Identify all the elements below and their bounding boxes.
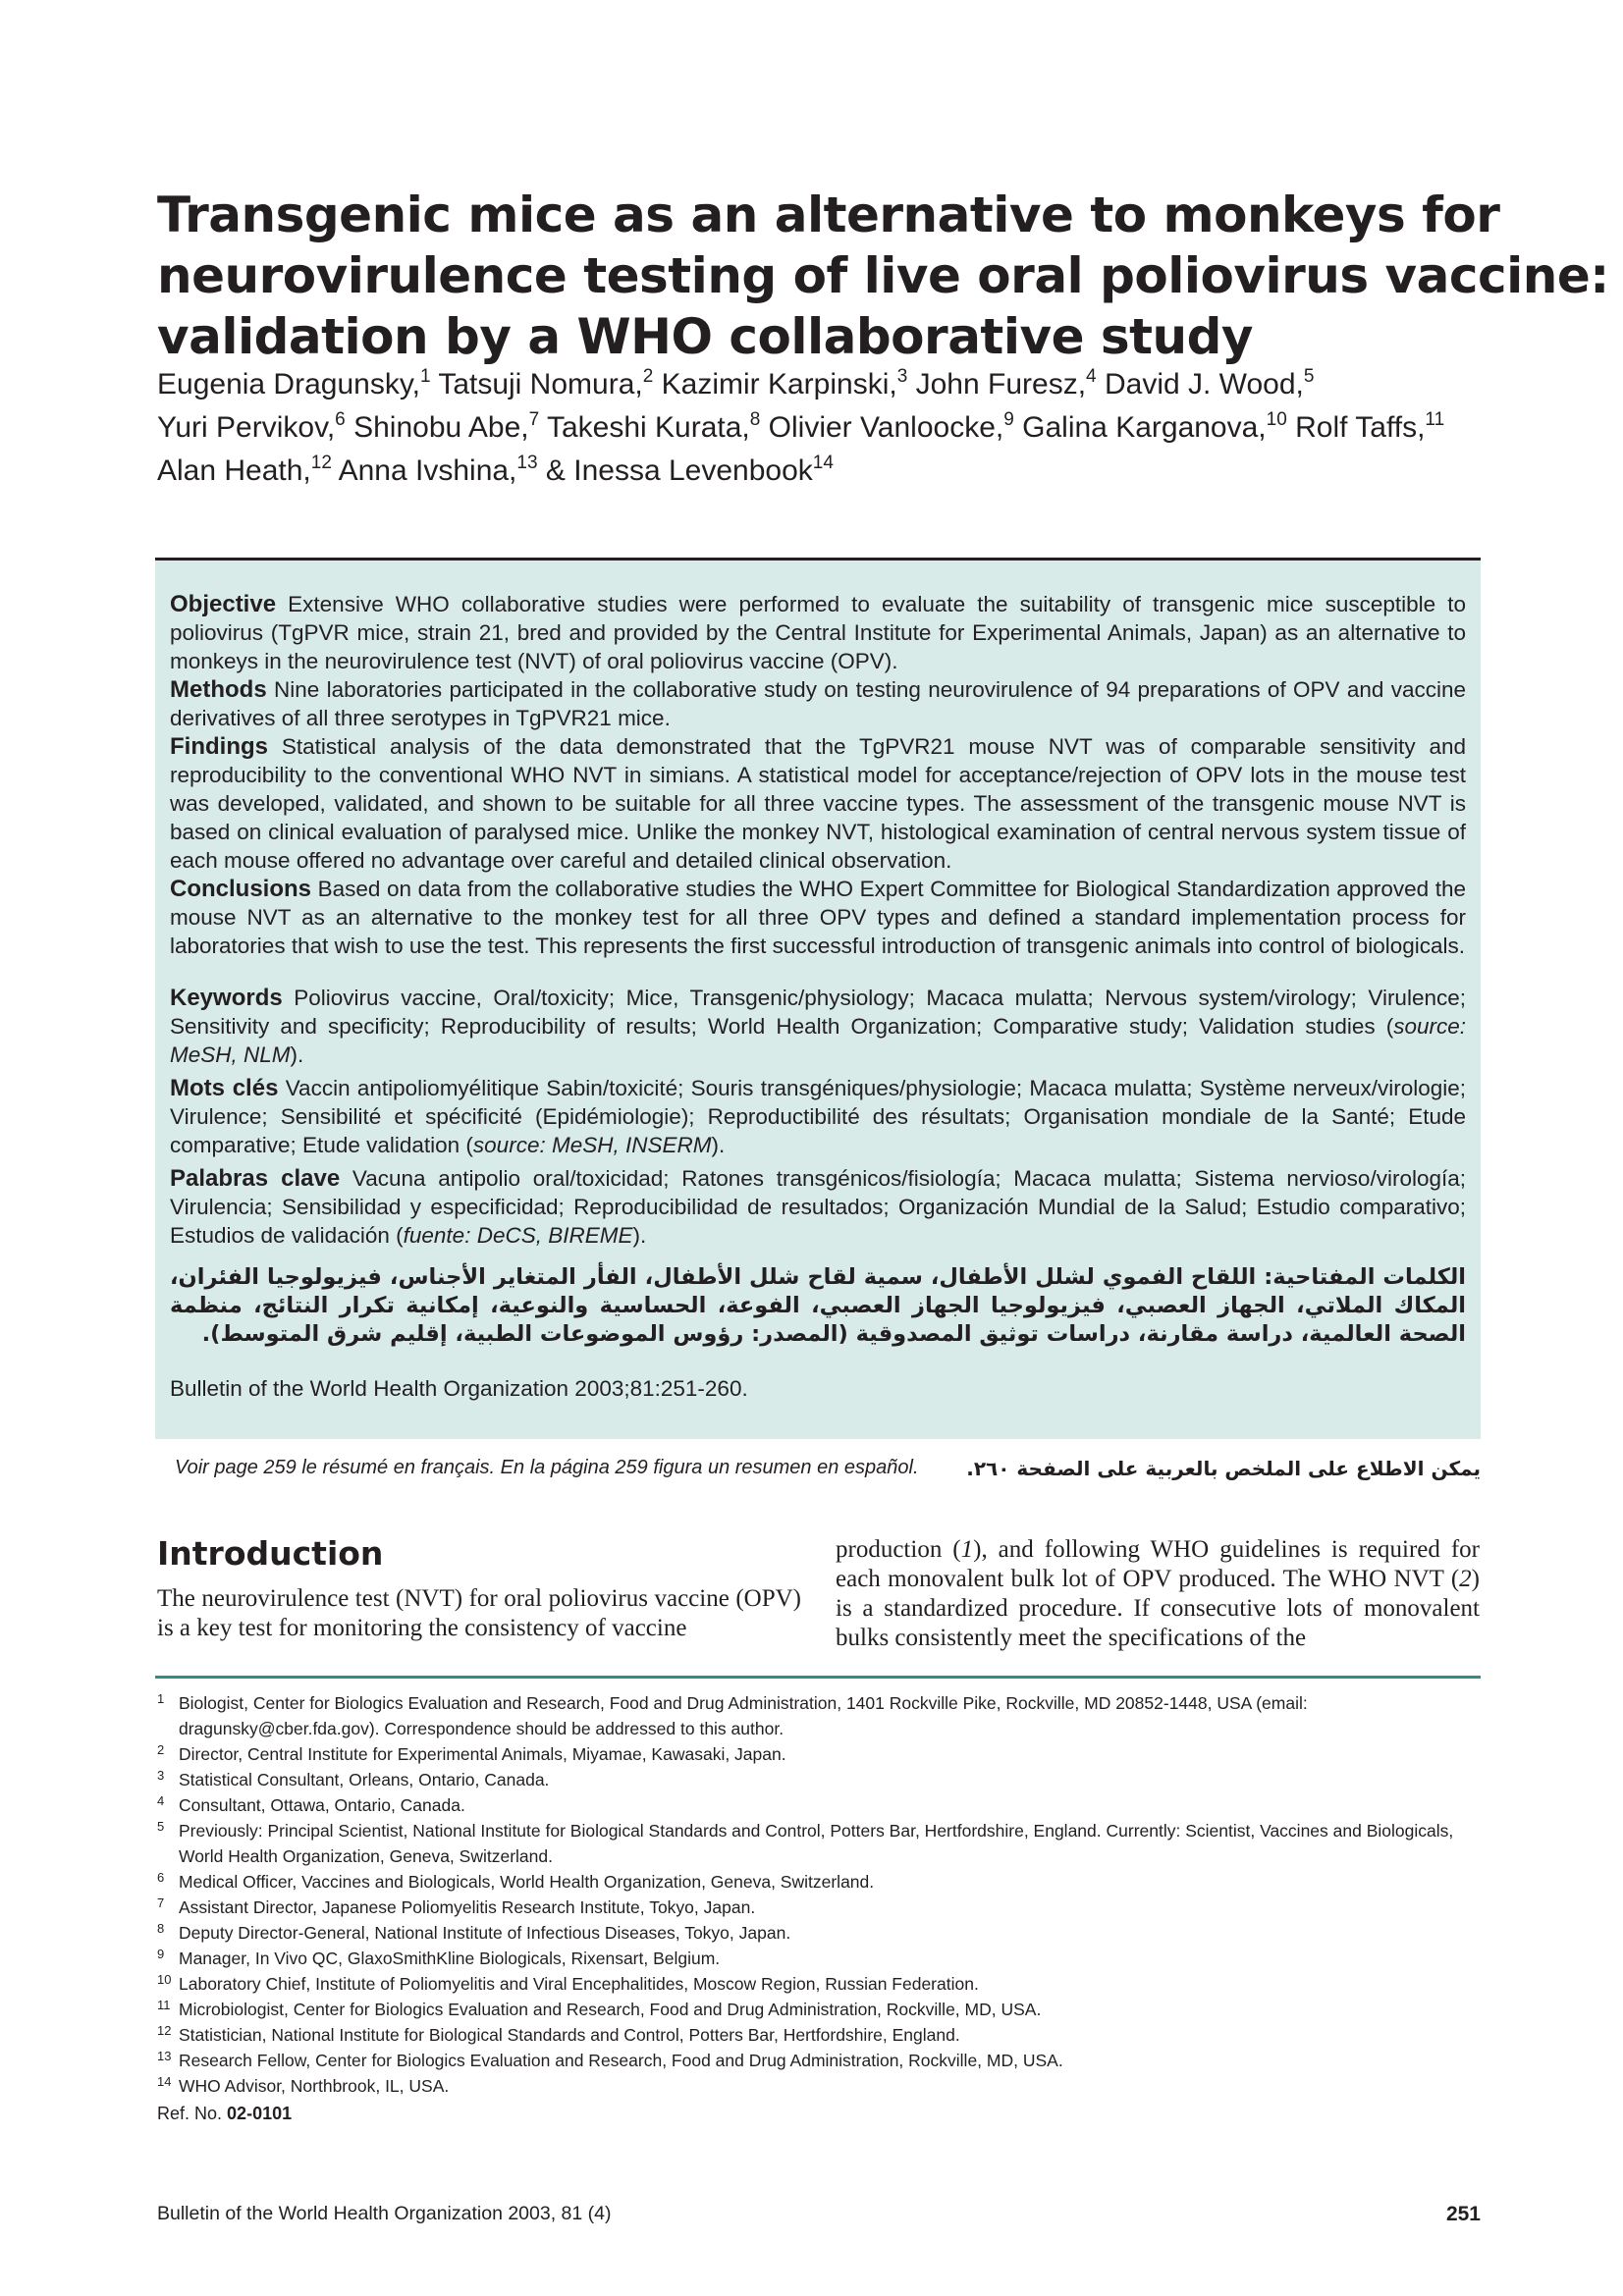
footnote-text: Medical Officer, Vaccines and Biologicals, World Health Organization, Geneva, Switzerland.: [179, 1872, 875, 1892]
footnote-text: WHO Advisor, Northbrook, IL, USA.: [179, 2076, 450, 2096]
mots-label: Mots clés: [170, 1075, 279, 1101]
keywords-source: source: MeSH, NLM: [170, 1014, 1466, 1067]
author-name: David J. Wood,: [1104, 368, 1304, 400]
footnote-number: 4: [157, 1793, 165, 1808]
footnote: [157, 1920, 1483, 1946]
mots-source: source: MeSH, INSERM: [472, 1133, 712, 1157]
abstract-findings: [170, 732, 1466, 875]
footnote-number: 12: [157, 2023, 172, 2038]
keywords-arabic: [170, 1263, 1466, 1349]
footnote-text: Previously: Principal Scientist, National Institute for Biological Standards and Control, Potters Bar, Hertfordshire, England. Currently: Scientist, Vaccines and Biologicals, World Health Organization, Geneva, Switzerland.: [179, 1821, 1454, 1866]
footnote-number: 6: [157, 1870, 165, 1885]
footnote-number: 10: [157, 1972, 172, 1987]
palabras-end: ).: [632, 1223, 647, 1248]
footnote: [157, 1971, 1483, 1997]
palabras-text: Vacuna antipolio oral/toxicidad; Ratones transgénicos/fisiología; Macaca mulatta; Sistema nervioso/virología; Virulencia; Sensibilidad y especificidad; Reproducibilidad de resultados; Organización Mundial de la Salud; Estudio comparativo; Estudios de validación (: [170, 1166, 1466, 1248]
footnote: [157, 1997, 1483, 2022]
article-title: [157, 185, 1609, 367]
translation-note-ar: يمكن الاطلاع على الملخص بالعربية على الصفحة ٢٦٠.: [966, 1457, 1481, 1480]
footnote: [157, 2022, 1483, 2048]
footnote-number: 3: [157, 1768, 165, 1783]
methods-label: Methods: [170, 676, 267, 703]
author-affiliation: 5: [1303, 366, 1315, 387]
author-affiliation: 8: [749, 409, 761, 430]
author-name: Alan Heath,: [157, 454, 311, 487]
author-name: Tatsuji Nomura,: [438, 368, 643, 400]
methods-text: Nine laboratories participated in the collaborative study on testing neurovirulence of 94 preparations of OPV and vaccine derivatives of all three serotypes in TgPVR21 mice.: [170, 677, 1466, 730]
author-affiliation: 10: [1266, 409, 1287, 430]
footer-journal: Bulletin of the World Health Organization 2003, 81 (4): [157, 2203, 612, 2224]
author-affiliation: 1: [419, 366, 431, 387]
footnote-number: 1: [157, 1691, 165, 1706]
author-affiliation: 2: [642, 366, 654, 387]
author-line-3: [157, 450, 1463, 493]
footnote: [157, 1741, 1483, 1767]
journal-citation: Bulletin of the World Health Organization 2003;81:251-260.: [170, 1376, 748, 1401]
footnote: [157, 1946, 1483, 1971]
arabic-text: اللقاح الفموي لشلل الأطفال، سمية لقاح شلل الأطفال، الفأر المتغاير الأجناس، فيزيولوجيا الفئران، المكاك الملاتي، الجهاز العصبي، فيزيولوجيا الجهاز العصبي، الفوعة، الحساسية والنوعية، إمكانية تكرار النتائج، منظمة الصحة العالمية، دراسة مقارنة، دراسات توثيق المصدوقية (المصدر: رؤوس الموضوعات الطبية، إقليم شرق المتوسط).: [170, 1264, 1466, 1347]
footnote-text: Microbiologist, Center for Biologics Evaluation and Research, Food and Drug Administration, Rockville, MD, USA.: [179, 2000, 1042, 2019]
conclusions-text: Based on data from the collaborative studies the WHO Expert Committee for Biological Standardization approved the mouse NVT as an alternative to the monkey test for all three OPV types and defined a standard implementation process for laboratories that wish to use the test. This represents the first successful introduction of transgenic animals into control of biologicals.: [170, 877, 1466, 958]
footnote-text: Statistician, National Institute for Biological Standards and Control, Potters Bar, Hertfordshire, England.: [179, 2025, 960, 2045]
abstract-objective: [170, 590, 1466, 675]
footnote: [157, 1818, 1483, 1869]
introduction-left-column: [157, 1584, 801, 1643]
author-name: Kazimir Karpinski,: [661, 368, 897, 400]
keywords-end: ).: [290, 1042, 304, 1067]
author-line-1: [157, 363, 1463, 406]
footnote-number: 7: [157, 1896, 165, 1910]
palabras-label: Palabras clave: [170, 1165, 341, 1192]
footnotes: [157, 1690, 1483, 2126]
keywords-spanish: [170, 1164, 1466, 1250]
author-line-2: [157, 406, 1463, 450]
keywords-french: [170, 1074, 1466, 1159]
author-name: Takeshi Kurata,: [546, 411, 750, 444]
title-line-3: validation by a WHO collaborative study: [157, 308, 1254, 365]
citation-ref-2[interactable]: 2: [1459, 1566, 1472, 1592]
author-affiliation: 13: [516, 453, 538, 473]
footnote: [157, 1767, 1483, 1792]
abstract-box: [155, 558, 1481, 1439]
footnote: [157, 1690, 1483, 1741]
author-affiliation: 4: [1086, 366, 1097, 387]
footnote-text: Deputy Director-General, National Institute of Infectious Diseases, Tokyo, Japan.: [179, 1923, 791, 1943]
objective-text: Extensive WHO collaborative studies were performed to evaluate the suitability of transgenic mice susceptible to poliovirus (TgPVR mice, strain 21, bred and provided by the Central Institute for Experimental Animals, Japan) as an alternative to monkeys in the neurovirulence test (NVT) of oral poliovirus vaccine (OPV).: [170, 592, 1466, 673]
footnote: [157, 2048, 1483, 2073]
abstract-methods: [170, 675, 1466, 732]
refno-value: 02-0101: [227, 2104, 293, 2123]
keywords-english: [170, 984, 1466, 1069]
footnote-divider: [155, 1676, 1481, 1679]
author-name: & Inessa Levenbook: [545, 454, 813, 487]
title-line-2: neurovirulence testing of live oral poliovirus vaccine:: [157, 247, 1609, 304]
footnote-number: 5: [157, 1819, 165, 1834]
page-number: 251: [1445, 2203, 1481, 2225]
author-name: Eugenia Dragunsky,: [157, 368, 420, 400]
intro-left-text: The neurovirulence test (NVT) for oral poliovirus vaccine (OPV) is a key test for monitoring the consistency of vaccine: [157, 1585, 801, 1641]
introduction-heading: Introduction: [157, 1534, 384, 1573]
author-affiliation: 3: [896, 366, 908, 387]
author-list: [157, 363, 1463, 493]
footnote-text: Consultant, Ottawa, Ontario, Canada.: [179, 1795, 465, 1815]
author-affiliation: 14: [812, 453, 834, 473]
findings-text: Statistical analysis of the data demonstrated that the TgPVR21 mouse NVT was of comparable sensitivity and reproducibility to the conventional WHO NVT in simians. A statistical model for acceptance/rejection of OPV lots in the mouse test was developed, validated, and shown to be suitable for all three vaccine types. The assessment of the transgenic mouse NVT is based on clinical evaluation of paralysed mice. Unlike the monkey NVT, histological examination of central nervous system tissue of each mouse offered no advantage over careful and detailed clinical observation.: [170, 734, 1466, 873]
conclusions-label: Conclusions: [170, 876, 312, 902]
keywords-label: Keywords: [170, 985, 283, 1011]
author-affiliation: 9: [1003, 409, 1014, 430]
author-name: Yuri Pervikov,: [157, 411, 336, 444]
author-affiliation: 7: [528, 409, 540, 430]
footnote: [157, 1792, 1483, 1818]
author-name: John Furesz,: [915, 368, 1087, 400]
footnote: [157, 1869, 1483, 1895]
author-name: Galina Karganova,: [1022, 411, 1267, 444]
footnote-text: Laboratory Chief, Institute of Poliomyelitis and Viral Encephalitides, Moscow Region, Russian Federation.: [179, 1974, 979, 1994]
intro-right-text-a: production (: [836, 1536, 961, 1563]
author-affiliation: 6: [335, 409, 346, 430]
refno-label: Ref. No.: [157, 2104, 223, 2123]
mots-text: Vaccin antipoliomyélitique Sabin/toxicité; Souris transgéniques/physiologie; Macaca mulatta; Système nerveux/virologie; Virulence; Sensibilité et spécificité (Epidémiologie); Reproductibilité des résultats; Organisation mondiale de la Santé; Etude comparative; Etude validation (: [170, 1076, 1466, 1157]
intro-right-text-c: ) is a standardized procedure. If consecutive lots of monovalent bulks consistently meet the specifications of the: [836, 1566, 1480, 1651]
mots-end: ).: [711, 1133, 726, 1157]
abstract-conclusions: [170, 875, 1466, 960]
footnote: [157, 1895, 1483, 1920]
footnote-number: 14: [157, 2074, 172, 2089]
author-name: Olivier Vanloocke,: [768, 411, 1004, 444]
footnote-number: 9: [157, 1947, 165, 1961]
author-name: Shinobu Abe,: [353, 411, 529, 444]
author-affiliation: 11: [1425, 409, 1445, 430]
footnote-number: 11: [157, 1998, 171, 2012]
author-name: Rolf Taffs,: [1295, 411, 1426, 444]
findings-label: Findings: [170, 733, 268, 760]
footnote-text: Research Fellow, Center for Biologics Evaluation and Research, Food and Drug Administration, Rockville, MD, USA.: [179, 2051, 1063, 2070]
translation-note-fr-es: Voir page 259 le résumé en français. En la página 259 figura un resumen en español.: [175, 1457, 919, 1478]
footnote-number: 2: [157, 1742, 165, 1757]
palabras-source: fuente: DeCS, BIREME: [403, 1223, 633, 1248]
footnote-text: Biologist, Center for Biologics Evaluation and Research, Food and Drug Administration, 1401 Rockville Pike, Rockville, MD 20852-1448, USA (email: dragunsky@cber.fda.gov). Correspondence should be addressed to this author.: [179, 1693, 1308, 1738]
author-affiliation: 12: [310, 453, 332, 473]
translation-note-row: [175, 1457, 1481, 1496]
footnote-text: Assistant Director, Japanese Poliomyelitis Research Institute, Tokyo, Japan.: [179, 1897, 756, 1917]
objective-label: Objective: [170, 591, 277, 617]
citation-ref-1[interactable]: 1: [960, 1536, 974, 1563]
footnote-number: 13: [157, 2049, 172, 2063]
author-name: Anna Ivshina,: [338, 454, 517, 487]
footnote-text: Director, Central Institute for Experimental Animals, Miyamae, Kawasaki, Japan.: [179, 1744, 786, 1764]
title-line-1: Transgenic mice as an alternative to monkeys for: [157, 187, 1500, 243]
intro-right-text-b: ), and following WHO guidelines is required for each monovalent bulk lot of OPV produced. The WHO NVT (: [836, 1536, 1481, 1592]
footnote: [157, 2073, 1483, 2099]
footnote-text: Statistical Consultant, Orleans, Ontario, Canada.: [179, 1770, 550, 1789]
arabic-label: الكلمات المفتاحية:: [1264, 1264, 1467, 1290]
keywords-text: Poliovirus vaccine, Oral/toxicity; Mice, Transgenic/physiology; Macaca mulatta; Nervous system/virology; Virulence; Sensitivity and specificity; Reproducibility of results; World Health Organization; Comparative study; Validation studies (: [170, 986, 1466, 1039]
footnote-text: Manager, In Vivo QC, GlaxoSmithKline Biologicals, Rixensart, Belgium.: [179, 1949, 721, 1968]
reference-number: [157, 2101, 1483, 2126]
footnote-number: 8: [157, 1921, 165, 1936]
introduction-right-column: [836, 1535, 1480, 1653]
